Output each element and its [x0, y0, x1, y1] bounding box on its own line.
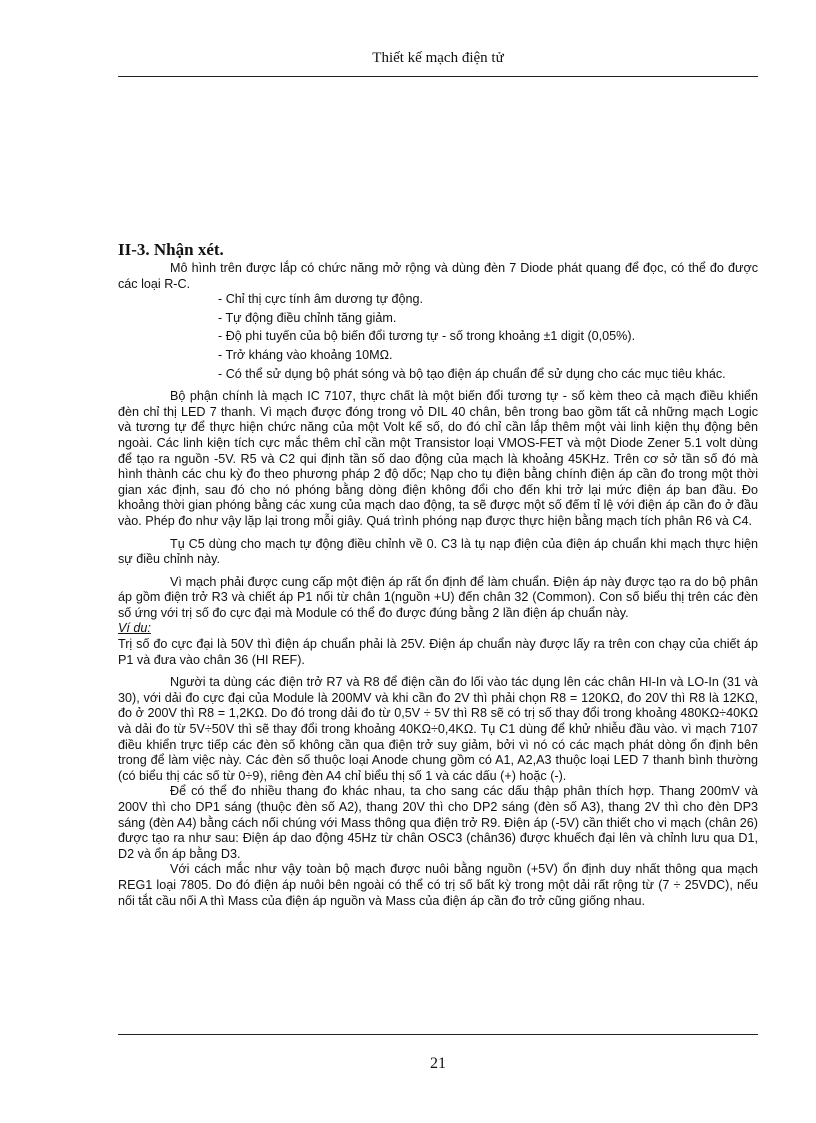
page-number: 21 — [430, 1055, 446, 1072]
paragraph-example: Trị số đo cực đại là 50V thì điện áp chuẩn phải là 25V. Điện áp chuẩn này được lấy ra trên con chạy của chiết áp P1 và đưa vào chân 36 (HI REF). — [118, 637, 758, 667]
paragraph-power: Với cách mắc như vậy toàn bộ mạch được nuôi bằng nguồn (+5V) ổn định duy nhất thông qua mạch REG1 loại 7805. Do đó điện áp nuôi bên ngoài có thể có trị số bất kỳ trong một dải rất rộng từ (7 ÷ 25VDC), nếu nối tắt cầu nối A thì Mass của điện áp nguồn và Mass của điện áp cần đo trở cũng giống nhau. — [118, 862, 758, 908]
bullet-item: - Tự động điều chỉnh tăng giảm. — [218, 310, 397, 325]
bullet-item: - Có thể sử dụng bộ phát sóng và bộ tạo điện áp chuẩn để sử dụng cho các mục tiêu khác. — [218, 366, 726, 381]
paragraph-capacitor-c5: Tụ C5 dùng cho mạch tự động điều chỉnh về 0. C3 là tụ nạp điện của điện áp chuẩn khi mạch thực hiện sự điều chỉnh này. — [118, 536, 758, 567]
paragraph-resistors: Người ta dùng các điện trở R7 và R8 để điện cần đo lối vào tác dụng lên các chân HI-In và LO-In (31 và 30), với dải đo cực đại của Module là 200MV và khi cần đo 2V thì phải chọn R8 = 120KΩ, đo 20V thì R8 là 12KΩ, đo ở 200V thì R8 = 1,2KΩ. Do đó trong dải đo từ 0,5V ÷ 5V thì R8 sẽ có trị số thay đổi trong khoảng 480KΩ÷40KΩ và dải đo từ 5V÷50V thì sẽ thay đổi trong khoảng 40KΩ÷0,4KΩ. Tụ C1 dùng để khử nhiễu đầu vào. vì mạch 7107 điều khiển trực tiếp các đèn số không cần qua điện trở suy giảm, bởi vì nó có các mạch phát dòng ổn định bên trong để làm việc này. Các đèn số thuộc loại Anode chung gồm có A1, A2,A3 thuộc loại LED 7 thanh bình thường (có biểu thị các số từ 0÷9), riêng đèn A4 chỉ biểu thị số 1 và các dấu (+) hoặc (-). — [118, 675, 758, 783]
section-title: II-3. Nhận xét. — [118, 240, 224, 259]
bullet-item: - Trở kháng vào khoảng 10MΩ. — [218, 347, 393, 362]
running-header: Thiết kế mạch điện tử — [372, 50, 504, 66]
page-body — [118, 240, 758, 909]
paragraph-reference-voltage: Vì mạch phải được cung cấp một điện áp rất ổn định để làm chuẩn. Điện áp này được tạo ra do bộ phân áp gồm điện trở R3 và chiết áp P1 nối từ chân 1(nguồn +U) đến chân 32 (Common). Con số biểu thị trên các đèn số ứng với trị số đo cực đại mà Module có thể đo được đúng bằng 2 lần điện áp chuẩn này. — [118, 574, 758, 620]
footer-rule — [118, 1034, 758, 1035]
header-rule — [118, 76, 758, 77]
bullet-item: - Chỉ thị cực tính âm dương tự động. — [218, 292, 424, 307]
bullet-item: - Độ phi tuyến của bộ biến đổi tương tự - số trong khoảng ±1 digit (0,05%). — [218, 329, 636, 344]
intro-paragraph: Mô hình trên được lắp có chức năng mở rộng và dùng đèn 7 Diode phát quang để đọc, có thể đo được các loại R-C. — [118, 261, 758, 291]
paragraph-ic7107: Bộ phận chính là mạch IC 7107, thực chất là một biến đổi tương tự - số kèm theo cả mạch điều khiển đèn chỉ thị LED 7 thanh. Vì mạch được đóng trong vỏ DIL 40 chân, bên trong bao gồm tất cả những mạch Logic và tương tự để thực hiện chức năng của một Volt kế số, do đó chỉ cần lắp thêm một vài linh kiện thụ động bên ngoài. Các linh kiện tích cực mắc thêm chỉ cần một Transistor loại VMOS-FET và một Diode Zener 5.1 volt dùng để tạo ra nguồn -5V. R5 và C2 qui định tần số dao động của mạch là khoảng 45KHz. Trên cơ sở tần số đó mà hình thành các chu kỳ đo theo phương pháp 2 độ dốc; Nạp cho tụ điện bằng chính điện áp cần đo trong một thời gian xác định, sau đó cho nó phóng bằng dòng điện không đổi cho đến khi trở lại mức điện áp ban đầu. Đo khoảng thời gian phóng bằng các xung của mạch dao động, ta sẽ được một số đếm tỉ lệ với điện áp cần đo ở đầu vào. Phép đo như vậy lặp lại trong mỗi giây. Quá trình phóng nạp được thực hiện bằng mạch tích phân R6 và C4. — [118, 389, 758, 528]
paragraph-ranges: Để có thể đo nhiều thang đo khác nhau, ta cho sang các dấu thập phân thích hợp. Thang 200mV và 200V thì cho DP1 sáng (thuộc đèn số A2), thang 20V thì cho DP2 sáng (đèn số A3), thang 2V thì cho đèn DP3 sáng (đèn A4) bằng cách nối chúng với Mass thông qua điện trở R9. Điện áp (-5V) cần thiết cho vi mạch (chân 26) được tạo ra như sau: Điện áp dao động 45Hz từ chân OSC3 (chân36) được khuếch đại lên và chỉnh lưu qua D1, D2 và ổn áp bằng D3. — [118, 784, 758, 861]
example-label: Ví dụ: — [118, 621, 151, 636]
